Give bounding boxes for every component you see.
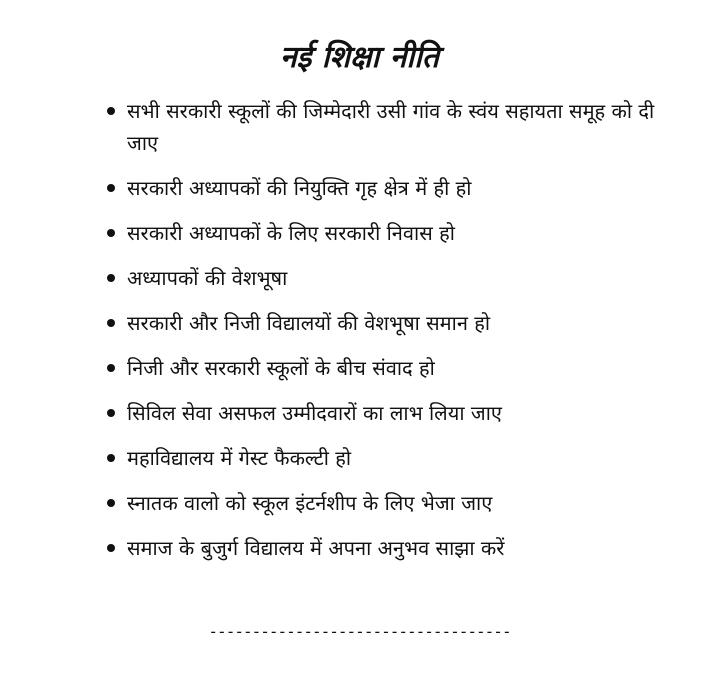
- bullet-icon: [107, 454, 115, 462]
- list-item: [103, 172, 663, 204]
- bullet-icon: [107, 409, 115, 417]
- policy-points-list: [103, 95, 663, 577]
- list-item: [103, 217, 663, 249]
- bullet-icon: [107, 499, 115, 507]
- list-item-text: सरकारी और निजी विद्यालयों की वेशभूषा समान हो: [127, 311, 491, 335]
- list-item: [103, 442, 663, 474]
- list-item: [103, 307, 663, 339]
- list-item-text: निजी और सरकारी स्कूलों के बीच संवाद हो: [127, 356, 435, 380]
- list-item-text: सरकारी अध्यापकों के लिए सरकारी निवास हो: [127, 221, 455, 245]
- bullet-icon: [107, 107, 115, 115]
- bullet-icon: [107, 229, 115, 237]
- list-item: [103, 262, 663, 294]
- list-item: [103, 397, 663, 429]
- bullet-icon: [107, 274, 115, 282]
- bullet-icon: [107, 364, 115, 372]
- bullet-icon: [107, 319, 115, 327]
- list-item-text: सिविल सेवा असफल उम्मीदवारों का लाभ लिया जाए: [127, 401, 502, 425]
- list-item-text: सरकारी अध्यापकों की नियुक्ति गृह क्षेत्र में ही हो: [127, 176, 472, 200]
- dashed-divider: -----------------------------------: [208, 622, 511, 641]
- list-item: [103, 532, 663, 564]
- list-item: [103, 95, 663, 159]
- document-title: नई शिक्षा नीति: [279, 40, 439, 75]
- list-item-text: समाज के बुजुर्ग विद्यालय में अपना अनुभव साझा करें: [127, 536, 505, 560]
- list-item-text: महाविद्यालय में गेस्ट फैकल्टी हो: [127, 446, 352, 470]
- bullet-icon: [107, 184, 115, 192]
- list-item-text: अध्यापकों की वेशभूषा: [127, 266, 288, 290]
- bullet-icon: [107, 544, 115, 552]
- list-item: [103, 487, 663, 519]
- list-item-text: सभी सरकारी स्कूलों की जिम्मेदारी उसी गांव के स्वंय सहायता समूह को दी जाए: [127, 99, 655, 155]
- list-item: [103, 352, 663, 384]
- list-item-text: स्नातक वालो को स्कूल इंटर्नशीप के लिए भेजा जाए: [127, 491, 493, 515]
